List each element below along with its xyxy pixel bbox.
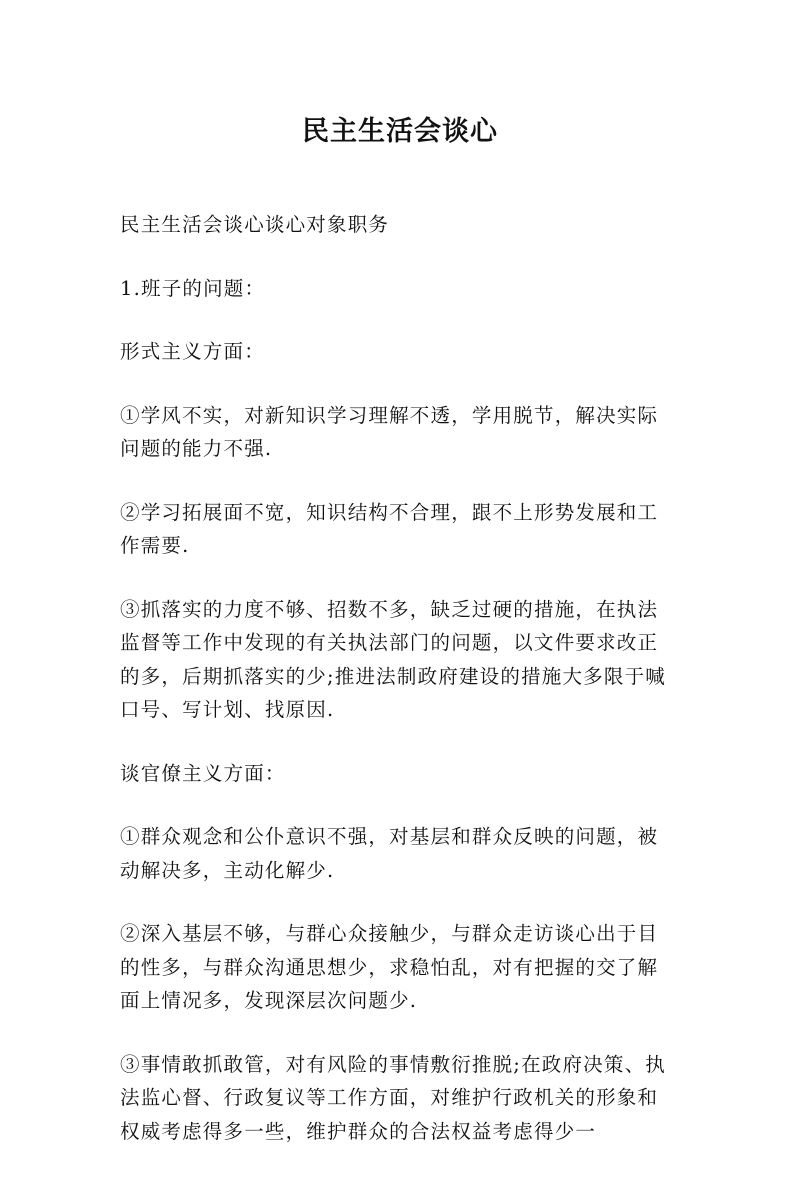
paragraph-bureaucratism-1: ①群众观念和公仆意识不强，对基层和群众反映的问题，被动解决多，主动化解少. [120,825,659,882]
paragraph-formalism-heading: 形式主义方面： [120,340,265,363]
paragraph-formalism-1: ①学风不实，对新知识学习理解不透，学用脱节，解决实际问题的能力不强. [120,403,659,460]
paragraph-bureaucratism-3: ③事情敢抓敢管，对有风险的事情敷衍推脱;在政府决策、执法监心督、行政复议等工作方面，对维护行政机关的形象和权威考虑得多一些，维护群众的合法权益考虑得少一 [120,1052,666,1143]
paragraph-formalism-3: ③抓落实的力度不够、招数不多，缺乏过硬的措施，在执法监督等工作中发现的有关执法部门的问题，以文件要求改正的多，后期抓落实的少;推进法制政府建设的措施大多限于喊口号、写计划、找原因. [120,597,666,721]
paragraph-bureaucratism-heading: 谈官僚主义方面： [120,761,286,785]
paragraph-formalism-2: ②学习拓展面不宽，知识结构不合理，跟不上形势发展和工作需要. [120,500,659,557]
paragraph-heading-subject: 民主生活会谈心谈心对象职务 [120,213,390,236]
document-title: 民主生活会谈心 [302,116,498,147]
document-body [120,208,668,1178]
paragraph-section-1: 1.班子的问题： [120,276,266,300]
paragraph-bureaucratism-2: ②深入基层不够，与群心众接触少，与群众走访谈心出于目的性多，与群众沟通思想少，求稳怕乱，对有把握的交了解面上情况多，发现深层次问题少. [120,922,659,1012]
